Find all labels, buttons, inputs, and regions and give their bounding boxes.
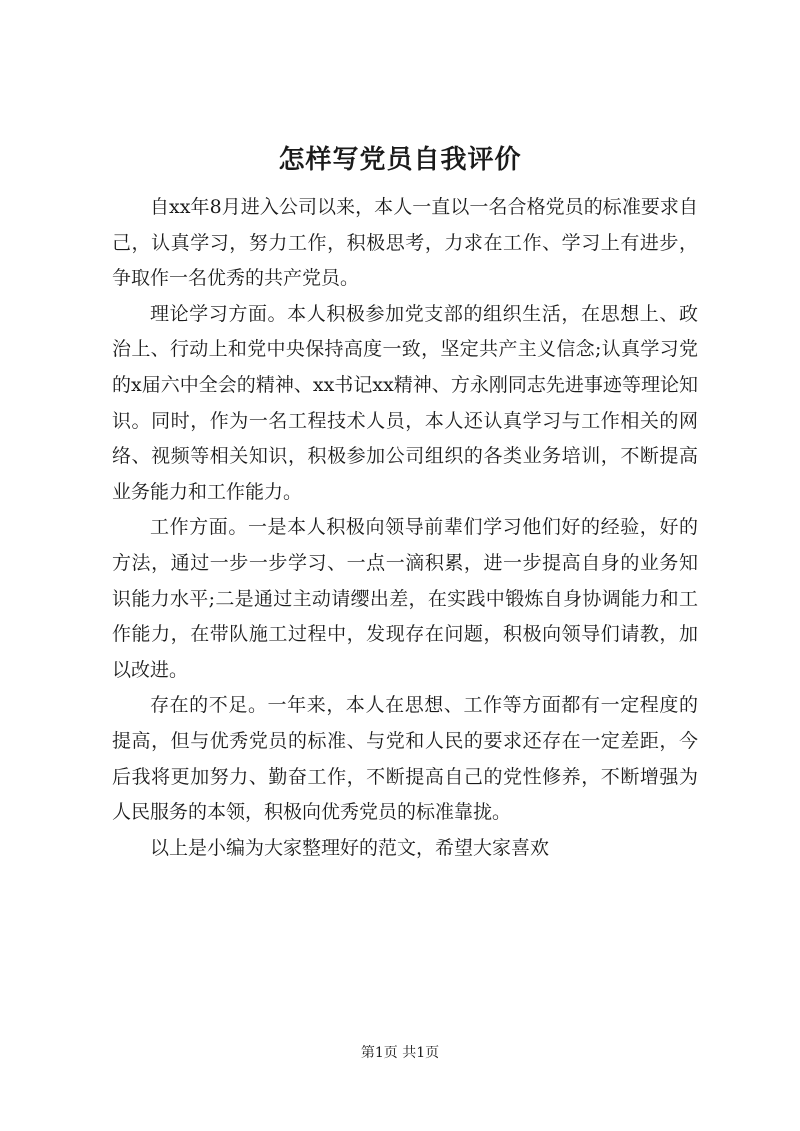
document-body: [112, 190, 698, 866]
paragraph-intro: 自xx年8月进入公司以来，本人一直以一名合格党员的标准要求自己，认真学习，努力工作，积极思考，力求在工作、学习上有进步，争取作一名优秀的共产党员。: [112, 196, 698, 290]
paragraph-theory-study: 理论学习方面。本人积极参加党支部的组织生活，在思想上、政治上、行动上和党中央保持高度一致，坚定共产主义信念;认真学习党的x届六中全会的精神、xx书记xx精神、方永刚同志先进事迹等理论知识。同时，作为一名工程技术人员，本人还认真学习与工作相关的网络、视频等相关知识，积极参加公司组织的各类业务培训，不断提高业务能力和工作能力。: [112, 302, 698, 503]
paragraph-shortcomings: 存在的不足。一年来，本人在思想、工作等方面都有一定程度的提高，但与优秀党员的标准、与党和人民的要求还存在一定差距，今后我将更加努力、勤奋工作，不断提高自己的党性修养，不断增强为人民服务的本领，积极向优秀党员的标准靠拢。: [112, 694, 698, 824]
document-title: 怎样写党员自我评价: [278, 145, 522, 175]
paragraph-work: 工作方面。一是本人积极向领导前辈们学习他们好的经验，好的方法，通过一步一步学习、一点一滴积累，进一步提高自身的业务知识能力水平;二是通过主动请缨出差，在实践中锻炼自身协调能力和工作能力，在带队施工过程中，发现存在问题，积极向领导们请教，加以改进。: [112, 516, 698, 681]
paragraph-closing: 以上是小编为大家整理好的范文，希望大家喜欢: [150, 836, 550, 859]
page-footer: 第1页 共1页: [360, 1045, 440, 1061]
